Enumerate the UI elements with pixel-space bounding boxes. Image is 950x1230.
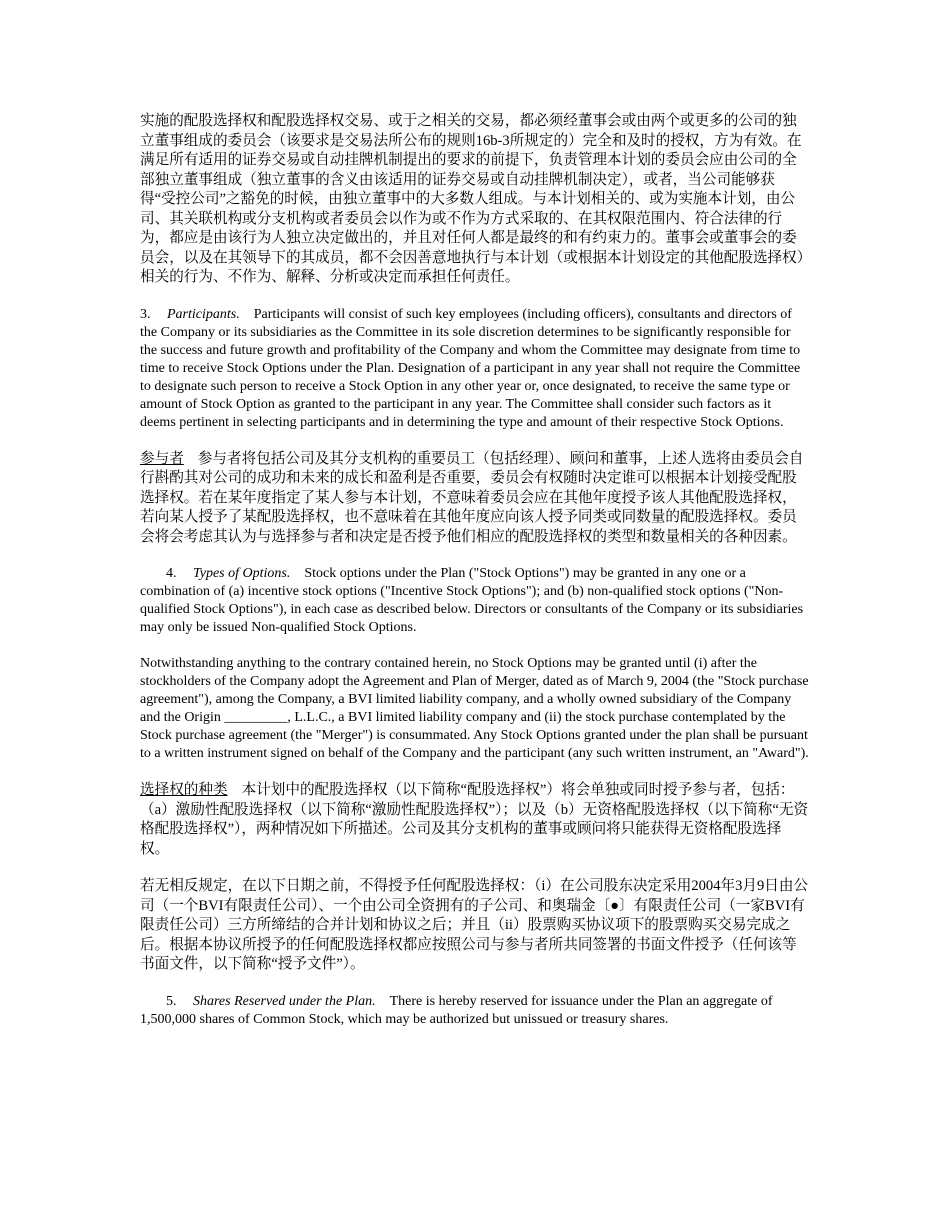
paragraph-committee-zh: 实施的配股选择权和配股选择权交易、或于之相关的交易，都必须经董事会或由两个或更多的公司的独立董事组成的委员会（该要求是交易法所公布的规则16b-3所规定的）完全和及时的授权，方为有效。在满足所有适用的证券交易或自动挂牌机制提出的要求的前提下，负责管理本计划的委员会应由公司的全部独立董事组成（独立董事的含义由该适用的证券交易或自动挂牌机制决定），或者，当公司能够获得“受控公司”之豁免的时候，由独立董事中的大多数人组成。与本计划相关的、或为实施本计划，由公司、其关联机构或分支机构或者委员会以作为或不作为方式采取的、在其权限范围内、符合法律的行为，都应是由该行为人独立决定做出的，并且对任何人都是最终的和有约束力的。董事会或董事会的委员会，以及在其领导下的其成员，都不会因善意地执行与本计划（或根据本计划设定的其他配股选择权）相关的行为、不作为、解释、分析或决定而承担任何责任。: [140, 113, 805, 285]
section-4-heading: Types of Options.: [193, 566, 291, 581]
section-4-text: Stock options under the Plan ("Stock Options") may be granted in any one or a combination of (a) incentive stock options ("Incentive Stock Options"); and (b) non-qualified stock options ("Non-qualified Stock Options"), in each case as described below. Directors or consultants of the Company or its subsidiaries may only be issued Non-qualified Stock Options.: [140, 566, 804, 635]
document-page: [140, 112, 810, 1029]
section-4-notwithstanding-zh: 若无相反规定，在以下日期之前，不得授予任何配股选择权：（i）在公司股东决定采用2004年3月9日由公司（一个BVI有限责任公司）、一个由公司全资拥有的子公司、和奥瑞金〔●〕有限责任公司（一家BVI有限责任公司）三方所缔结的合并计划和协议之后；并且（ii）股票购买协议项下的股票购买交易完成之后。根据本协议所授予的任何配股选择权都应按照公司与参与者所共同签署的书面文件授予（任何该等书面文件，以下简称“授予文件”）。: [140, 878, 809, 972]
section-3-text-zh: 参与者将包括公司及其分支机构的重要员工（包括经理）、顾问和董事，上述人选将由委员会自行斟酌其对公司的成功和未来的成长和盈利是否重要，委员会有权随时决定谁可以根据本计划接受配股选择权。若在某年度指定了某人参与本计划，不意味着委员会应在其他年度授予该人其他配股选择权，若向某人授予了某配股选择权，也不意味着在其他年度应向该人授予同类或同数量的配股选择权。委员会将会考虑其认为与选择参与者和决定是否授予他们相应的配股选择权的类型和数量相关的各种因素。: [140, 450, 804, 545]
section-4-heading-zh: 选择权的种类: [140, 782, 228, 798]
section-4-text-zh: 本计划中的配股选择权（以下简称“配股选择权”）将会单独或同时授予参与者，包括：（a）激励性配股选择权（以下简称“激励性配股选择权”）；以及（b）无资格配股选择权（以下简称“无资格配股选择权”），两种情况如下所描述。公司及其分支机构的董事或顾问将只能获得无资格配股选择权。: [140, 782, 809, 857]
section-3-heading: Participants.: [167, 306, 240, 322]
section-5-shares-reserved: [140, 993, 810, 1029]
section-5-heading: Shares Reserved under the Plan.: [193, 993, 376, 1009]
section-5-text: There is hereby reserved for issuance under the Plan an aggregate of 1,500,000 shares of Common Stock, which may be authorized but unissued or treasury shares.: [140, 993, 773, 1027]
section-3-participants-zh: [140, 450, 810, 548]
section-4-types-of-options-zh: [140, 781, 810, 859]
section-3-number: 3.: [140, 306, 151, 322]
section-4-number: 4.: [166, 566, 177, 581]
section-4-types-of-options: [140, 565, 810, 637]
section-5-number: 5.: [166, 993, 177, 1009]
section-3-text: Participants will consist of such key employees (including officers), consultants and directors of the Company or its subsidiaries as the Committee in its sole discretion determines to be significantly responsible for the success and future growth and profitability of the Company and whom the Committee may designate from time to time to receive Stock Options under the Plan. Designation of a participant in any year shall not require the Committee to designate such person to receive a Stock Option in any other year or, once designated, to receive the same type or amount of Stock Option as granted to the participant in any year. The Committee shall consider such factors as it deems pertinent in selecting participants and in determining the type and amount of their respective Stock Options.: [140, 306, 801, 430]
section-3-heading-zh: 参与者: [140, 450, 184, 467]
section-4-notwithstanding: Notwithstanding anything to the contrary contained herein, no Stock Options may be granted until (i) after the stockholders of the Company adopt the Agreement and Plan of Merger, dated as of March 9, 2004 (the "Stock purchase agreement"), among the Company, a BVI limited liability company, and a wholly owned subsidiary of the Company and the Origin _________, L.L.C., a BVI limited liability company and (ii) the stock purchase contemplated by the Stock purchase agreement (the "Merger") is consummated. Any Stock Options granted under the plan shall be pursuant to a written instrument signed on behalf of the Company and the participant (any such written instrument, an "Award").: [140, 656, 809, 761]
section-3-participants: [140, 306, 810, 432]
